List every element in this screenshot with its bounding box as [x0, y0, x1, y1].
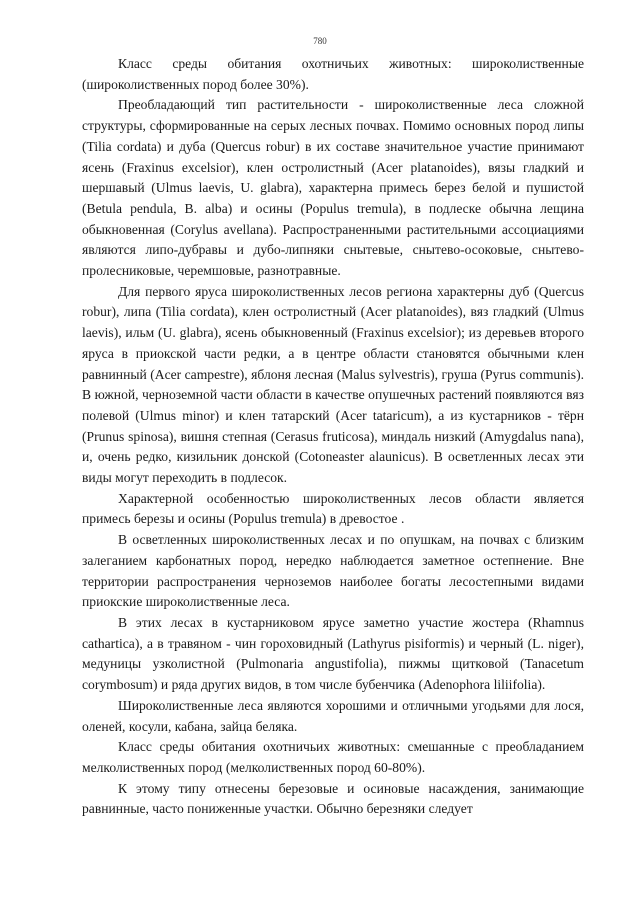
paragraph-shrub-layer: В этих лесах в кустарниковом ярусе заметно участие жостера (Rhamnus cathartica), а в травяном - чин гороховидный (Lathyrus pisiformis) и черный (L. niger), медуницы узколистной (Pulmonaria angustifolia), пижмы щитковой (Tanacetum corymbosum) и ряда других видов, в том числе бубенчика (Adenophora liliifolia).: [82, 614, 584, 693]
paragraph-steppe-features: В осветленных широколиственных лесах и по опушкам, на почвах с близким залеганием карбонатных пород, нередко наблюдается заметное остепнение. Вне территории распространения черноземов наиболее богаты лесостепными видами приокские широколиственные леса.: [82, 532, 584, 610]
paragraph-habitat-class-broadleaf: Класс среды обитания охотничьих животных: широколиственные (широколиственных пород более 30%).: [82, 56, 584, 92]
paragraph-birch-aspen-stands: К этому типу отнесены березовые и осиновые насаждения, занимающие равнинные, часто пониженные участки. Обычно березняки следует: [82, 780, 584, 817]
paragraph-hunting-grounds: Широколиственные леса являются хорошими и отличными угодьями для лося, оленей, косули, кабана, зайца беляка.: [82, 697, 584, 734]
page-number: 780: [313, 36, 327, 46]
paragraph-habitat-class-mixed: Класс среды обитания охотничьих животных: смешанные с преобладанием мелколиственных пород (мелколиственных пород 60-80%).: [82, 739, 584, 775]
body-text: [82, 54, 584, 820]
paragraph-first-tier: Для первого яруса широколиственных лесов региона характерны дуб (Quercus robur), липа (Tilia cordata), клен остролистный (Acer platanoides), вяз гладкий (Ulmus laevis), ильм (U. glabra), ясень обыкновенный (Fraxinus excelsior); из деревьев второго яруса в приокской части редки, а в центре области становятся обычными клен равнинный (Acer campestre), яблоня лесная (Malus sylvestris), груша (Pyrus communis). В южной, черноземной части области в качестве опушечных растений появляются вяз полевой (Ulmus minor) и клен татарский (Acer tataricum), а из кустарников - тёрн (Prunus spinosa), вишня степная (Cerasus fruticosa), миндаль низкий (Amygdalus nana), и, очень редко, кизильник донской (Cotoneaster alaunicus). В осветленных лесах эти виды могут переходить в подлесок.: [82, 283, 584, 486]
paragraph-vegetation-type: Преобладающий тип растительности - широколиственные леса сложной структуры, сформированные на серых лесных почвах. Помимо основных пород липы (Tilia cordata) и дуба (Quercus robur) в их составе значительное участие принимают ясень (Fraxinus excelsior), клен остролистный (Acer platanoides), вязы гладкий и шершавый (Ulmus laevis, U. glabra), характерна примесь берез белой и пушистой (Betula pendula, B. alba) и осины (Populus tremula), в подлеске обычна лещина обыкновенная (Corylus avellana). Распространенными растительными ассоциациями являются липо-дубравы и дубо-липняки снытевые, снытево-осоковые, снытево-пролесниковые, черемшовые, разнотравные.: [82, 97, 584, 279]
paragraph-birch-aspen-admixture: Характерной особенностью широколиственных лесов области является примесь березы и осины (Populus tremula) в древостое .: [82, 490, 584, 527]
